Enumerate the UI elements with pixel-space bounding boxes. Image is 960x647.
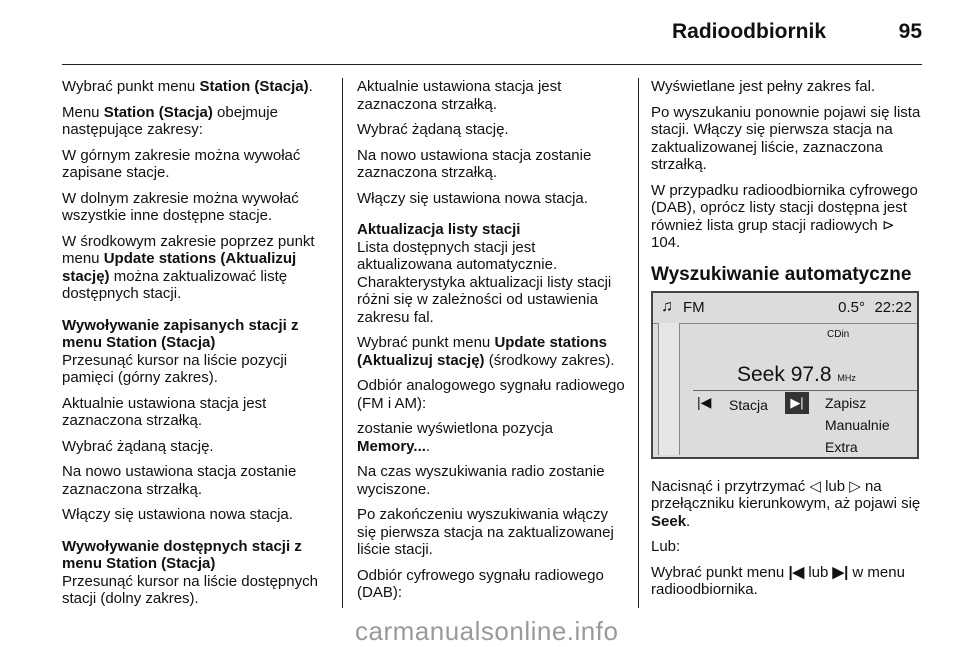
paragraph: W przypadku radioodbiornika cyfrowego (DAB), oprócz listy stacji dostępna jest również lista grup stacji radiowych ⊳ 104. [651,181,918,251]
paragraph: Na czas wyszukiwania radio zostanie wyciszone. [357,463,605,498]
paragraph: Wybrać punkt menu Update stations (Aktualizuj stację) (środkowy zakres). [357,334,615,369]
paragraph: Aktualnie ustawiona stacja jest zaznaczona strzałką. [62,394,267,429]
paragraph: Wybrać punkt menu |◀ lub ▶| w menu radioodbiornika. [651,563,905,598]
display-side-bar [658,323,680,455]
menu-item-manualnie: Manualnie [825,417,890,433]
subheading: Aktualizacja listy stacji [357,221,521,238]
menu-item-extra: Extra [825,439,858,455]
paragraph: Wybrać żądaną stację. [357,121,509,138]
display-divider [693,390,917,391]
radio-display-figure [651,291,919,459]
skip-next-icon: ▶| [785,392,809,414]
paragraph: Odbiór analogowego sygnału radiowego (FM i AM): [357,377,625,412]
page-title: Radioodbiornik [672,20,826,43]
column-divider-2 [638,78,639,608]
page-header [62,0,922,65]
display-status-bar [653,293,917,324]
subheading: Wywoływanie dostępnych stacji z menu Station (Stacja) [62,537,302,572]
paragraph: Po wyszukaniu ponownie pojawi się lista stacji. Włączy się pierwsza stacja na zaktualizowanej liście, zaznaczona strzałką. [651,103,921,173]
paragraph: Aktualnie ustawiona stacja jest zaznaczona strzałką. [357,78,562,113]
temperature: 0.5° [838,299,865,316]
seek-frequency: Seek 97.8 MHz [737,363,856,386]
page-number: 95 [898,20,922,43]
station-label: Stacja [729,397,768,413]
paragraph: Przesunąć kursor na liście dostępnych stacji (dolny zakres). [62,572,318,607]
column-divider-1 [342,78,343,608]
paragraph: Na nowo ustawiona stacja zostanie zaznaczona strzałką. [62,463,297,498]
paragraph: Wybrać żądaną stację. [62,437,214,455]
paragraph: Na nowo ustawiona stacja zostanie zaznaczona strzałką. [357,146,592,181]
paragraph: Lub: [651,538,681,555]
section-heading: Wyszukiwanie automatyczne [651,263,912,285]
paragraph: zostanie wyświetlona pozycja Memory.... [357,420,553,455]
paragraph: Wyświetlane jest pełny zakres fal. [651,78,876,95]
paragraph: W górnym zakresie można wywołać zapisane stacje. [62,146,301,181]
paragraph: Lista dostępnych stacji jest aktualizowana automatycznie. Charakterystyka aktualizacji listy stacji różni się w zależności od ustawienia zakresu fal. [357,238,612,326]
subheading: Wywoływanie zapisanych stacji z menu Station (Stacja) [62,316,299,351]
watermark: carmanualsonline.info [355,616,619,646]
paragraph: W środkowym zakresie poprzez punkt menu Update stations (Aktualizuj stację) można zaktualizować listę dostępnych stacji. [62,232,315,302]
skip-previous-icon: |◀ [697,394,712,410]
source-label: CDin [827,329,850,340]
clock: 22:22 [874,299,912,316]
band-label: FM [683,299,705,316]
paragraph: Włączy się ustawiona nowa stacja. [62,506,293,523]
page-reference: 104. [651,234,681,251]
page-reference-icon: ⊳ [881,216,895,234]
music-note-icon: ♫ [661,298,673,315]
paragraph: Przesunąć kursor na liście pozycji pamięci (górny zakres). [62,351,288,386]
column-1 [62,78,330,616]
paragraph: Menu Station (Stacja) obejmuje następujące zakresy: [62,103,278,138]
display-menu [825,392,890,458]
paragraph: Nacisnąć i przytrzymać ◁ lub ▷ na przełączniku kierunkowym, aż pojawi się Seek. [651,477,921,530]
paragraph: Włączy się ustawiona nowa stacja. [357,189,588,207]
column-2 [357,78,627,610]
paragraph: Po zakończeniu wyszukiwania włączy się pierwsza stacja na zaktualizowanej liście stacji. [357,506,614,558]
paragraph: W dolnym zakresie można wywołać wszystkie inne dostępne stacje. [62,189,299,224]
paragraph: Odbiór cyfrowego sygnału radiowego (DAB): [357,566,604,601]
paragraph: Wybrać punkt menu Station (Stacja). [62,78,313,95]
menu-item-zapisz: Zapisz [825,395,867,411]
